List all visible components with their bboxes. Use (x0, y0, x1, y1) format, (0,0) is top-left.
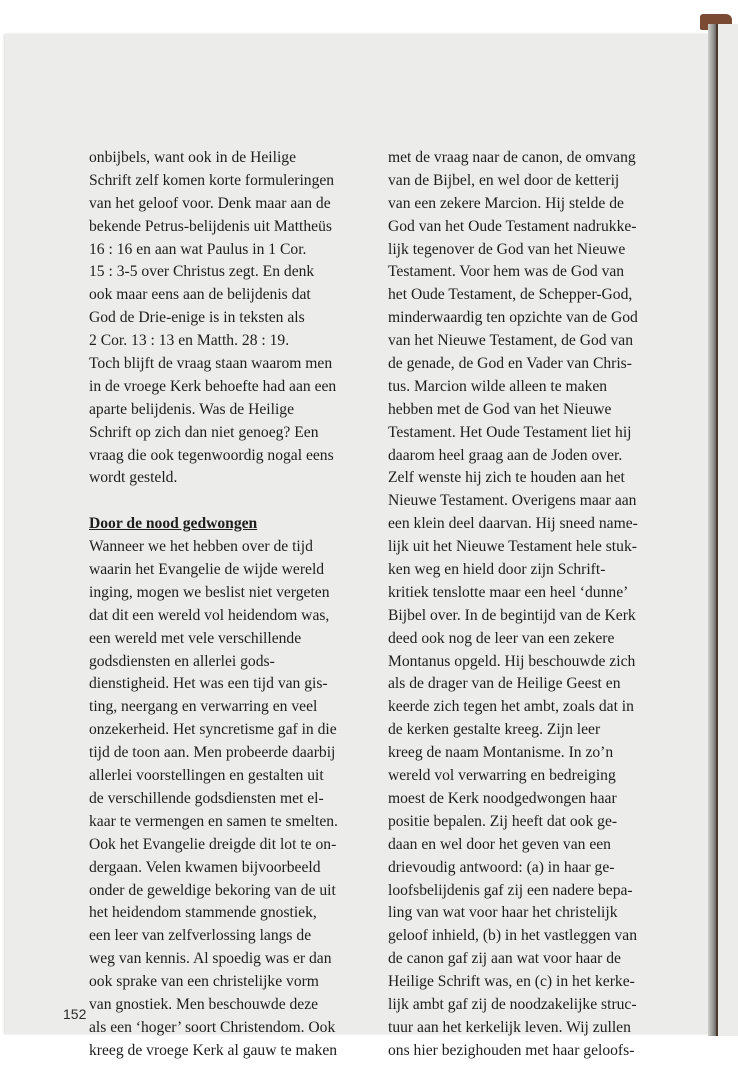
text-line: Schrift op zich dan niet genoeg? Een (89, 423, 319, 441)
text-line: Bijbel over. In de begintijd van de Kerk (388, 606, 636, 624)
text-line: tus. Marcion wilde alleen te maken (388, 377, 608, 395)
text-line: van de Bijbel, en wel door de ketterij (388, 171, 620, 189)
text-line: onder de geweldige bekoring van de uit (89, 881, 336, 899)
text-line: Montanus opgeld. Hij beschouwde zich (388, 652, 636, 670)
text-line: drievoudig antwoord: (a) in haar ge- (388, 858, 615, 876)
text-line: daarom heel graag aan de Joden over. (388, 446, 623, 464)
left-column (89, 147, 371, 1063)
paragraph-spacer (89, 490, 371, 513)
text-line: kreeg de naam Montanisme. In zo’n (388, 744, 614, 762)
text-line: een leer van zelfverlossing langs de (89, 927, 312, 945)
text-line: als een ‘hoger’ soort Christendom. Ook (89, 1018, 336, 1036)
text-line: onzekerheid. Het syncretisme gaf in die (89, 721, 337, 739)
text-line: wereld vol verwarring en bedreiging (388, 767, 616, 785)
text-line: ons hier bezighouden met haar geloofs- (388, 1041, 635, 1059)
text-line: ken weg en hield door zijn Schrift- (388, 561, 606, 579)
text-line: allerlei voorstellingen en gestalten uit (89, 767, 324, 785)
text-line: God de Drie-enige is in teksten als (89, 309, 305, 327)
text-line: dienstigheid. Het was een tijd van gis- (89, 675, 328, 693)
text-line: Heilige Schrift was, en (c) in het kerke- (388, 973, 635, 991)
text-line: een wereld met vele verschillende (89, 629, 302, 647)
text-line: loofsbelijdenis gaf zij een nadere bepa- (388, 881, 633, 899)
text-line: de verschillende godsdiensten met el- (89, 789, 324, 807)
text-line: godsdiensten en allerlei gods- (89, 652, 275, 670)
text-line: Ook het Evangelie dreigde dit lot te on- (89, 835, 337, 853)
text-line: lijk ambt gaf zij de noodzakelijke struc- (388, 995, 637, 1013)
paragraph-intro (89, 147, 371, 490)
text-line: hebben met de God van het Nieuwe (388, 400, 612, 418)
text-line: van een zekere Marcion. Hij stelde de (388, 194, 624, 212)
text-line: Zelf wenste hij zich te houden aan het (388, 469, 625, 487)
text-line: 2 Cor. 13 : 13 en Matth. 28 : 19. (89, 332, 290, 350)
book-gutter (708, 24, 716, 1036)
page-number: 152 (63, 1006, 87, 1022)
section-heading: Door de nood gedwongen (89, 515, 258, 533)
text-line: van het Nieuwe Testament, de God van (388, 332, 634, 350)
text-line: tuur aan het kerkelijk leven. Wij zullen (388, 1018, 631, 1036)
text-line: kaar te vermengen en samen te smelten. (89, 812, 338, 830)
text-line: Testament. Het Oude Testament liet hij (388, 423, 632, 441)
text-line: van gnostiek. Men beschouwde deze (89, 995, 319, 1013)
text-line: Schrift zelf komen korte formuleringen (89, 171, 335, 189)
text-line: aparte belijdenis. Was de Heilige (89, 400, 295, 418)
text-line: Toch blijft de vraag staan waarom men (89, 355, 333, 373)
text-line: weg van kennis. Al spoedig was er dan (89, 950, 332, 968)
text-line: daan en wel door het geven van een (388, 835, 611, 853)
text-line: tijd de toon aan. Men probeerde daarbij (89, 744, 336, 762)
text-line: ook sprake van een christelijke vorm (89, 973, 319, 991)
right-column (388, 147, 670, 1063)
text-line: waarin het Evangelie de wijde wereld (89, 561, 325, 579)
text-line: ook maar eens aan de belijdenis dat (89, 286, 311, 304)
text-line: inging, mogen we beslist niet vergeten (89, 583, 330, 601)
text-line: ting, neergang en verwarring en veel (89, 698, 318, 716)
text-line: ling van wat voor haar het christelijk (388, 904, 618, 922)
text-line: dat dit een wereld vol heidendom was, (89, 606, 330, 624)
text-line: de kerken gestalte kreeg. Zijn leer (388, 721, 601, 739)
text-line: dergaan. Velen kwamen bijvoorbeeld (89, 858, 321, 876)
text-line: de canon gaf zij aan wat voor haar de (388, 950, 621, 968)
text-line: van het geloof voor. Denk maar aan de (89, 194, 331, 212)
text-line: Wanneer we het hebben over de tijd (89, 538, 313, 556)
text-line: wordt gesteld. (89, 469, 178, 487)
text-line: onbijbels, want ook in de Heilige (89, 149, 297, 166)
text-line: moest de Kerk noodgedwongen haar (388, 789, 617, 807)
text-line: als de drager van de Heilige Geest en (388, 675, 621, 693)
facing-page-edge (716, 24, 738, 1036)
text-line: minderwaardig ten opzichte van de God (388, 309, 638, 327)
book-page (5, 34, 717, 1059)
text-line: 15 : 3-5 over Christus zegt. En denk (89, 263, 315, 281)
paragraph-body (89, 536, 371, 1062)
text-line: een klein deel daarvan. Hij sneed name- (388, 515, 638, 533)
text-line: in de vroege Kerk behoefte had aan een (89, 377, 337, 395)
text-line: lijk tegenover de God van het Nieuwe (388, 240, 626, 258)
text-line: Nieuwe Testament. Overigens maar aan (388, 492, 637, 510)
text-line: keerde zich tegen het ambt, zoals dat in (388, 698, 634, 716)
text-line: Testament. Voor hem was de God van (388, 263, 625, 281)
text-line: positie bepalen. Zij heeft dat ook ge- (388, 812, 618, 830)
text-line: 16 : 16 en aan wat Paulus in 1 Cor. (89, 240, 307, 258)
text-line: geloof inhield, (b) in het vastleggen van (388, 927, 637, 945)
text-line: met de vraag naar de canon, de omvang (388, 149, 636, 166)
text-line: lijk uit het Nieuwe Testament hele stuk- (388, 538, 637, 556)
text-line: kritiek tenslotte maar een heel ‘dunne’ (388, 583, 629, 601)
text-line: vraag die ook tegenwoordig nogal eens (89, 446, 334, 464)
text-line: deed ook nog de leer van een zekere (388, 629, 615, 647)
text-line: God van het Oude Testament nadrukke- (388, 217, 637, 235)
text-line: het heidendom stammende gnostiek, (89, 904, 317, 922)
text-line: kreeg de vroege Kerk al gauw te maken (89, 1041, 338, 1059)
text-line: de genade, de God en Vader van Chris- (388, 355, 632, 373)
text-line: het Oude Testament, de Schepper-God, (388, 286, 633, 304)
text-line: bekende Petrus-belijdenis uit Mattheüs (89, 217, 332, 235)
